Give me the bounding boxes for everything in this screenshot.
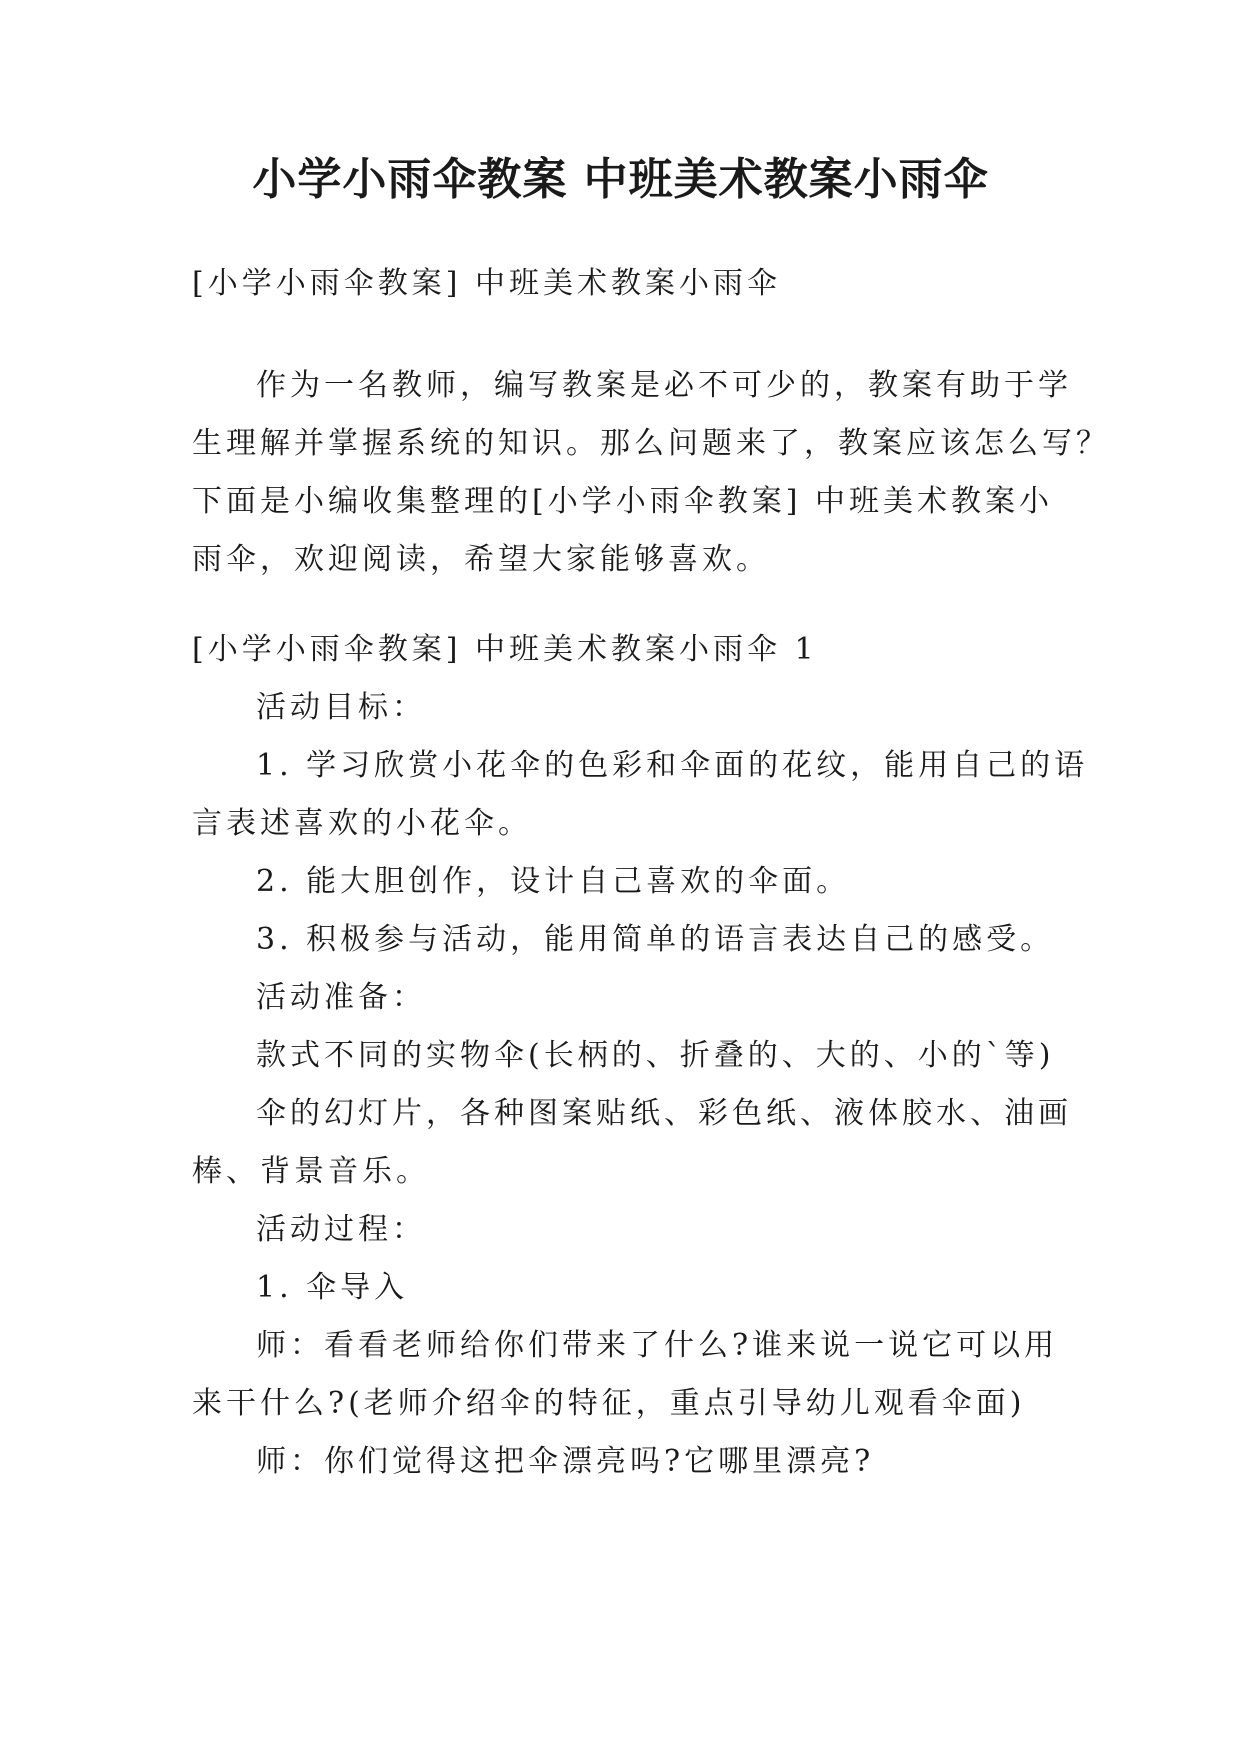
teacher-1-line-1: 师：看看老师给你们带来了什么?谁来说一说它可以用 (256, 1328, 1059, 1363)
goal-1-line-2: 言表述喜欢的小花伞。 (192, 806, 532, 841)
goal-2: 2. 能大胆创作，设计自己喜欢的伞面。 (256, 864, 851, 899)
intro-line-3: 下面是小编收集整理的[小学小雨伞教案] 中班美术教案小 (192, 484, 1053, 519)
goal-1-line-1: 1. 学习欣赏小花伞的色彩和伞面的花纹，能用自己的语 (256, 748, 1089, 783)
intro-line-4: 雨伞，欢迎阅读，希望大家能够喜欢。 (192, 542, 770, 577)
document-subtitle: [小学小雨伞教案] 中班美术教案小雨伞 (192, 266, 781, 301)
prep-2-line-2: 棒、背景音乐。 (192, 1154, 430, 1189)
teacher-1-line-2: 来干什么?(老师介绍伞的特征，重点引导幼儿观看伞面) (192, 1386, 1026, 1421)
section-heading: [小学小雨伞教案] 中班美术教案小雨伞 1 (192, 632, 818, 667)
process-heading: 活动过程： (256, 1212, 426, 1247)
intro-line-1: 作为一名教师，编写教案是必不可少的，教案有助于学 (256, 368, 1072, 403)
prep-heading: 活动准备： (256, 980, 426, 1015)
teacher-2: 师：你们觉得这把伞漂亮吗?它哪里漂亮? (256, 1444, 875, 1479)
prep-1: 款式不同的实物伞(长柄的、折叠的、大的、小的`等) (256, 1038, 1055, 1073)
document-title: 小学小雨伞教案 中班美术教案小雨伞 (252, 154, 989, 205)
step-1: 1. 伞导入 (256, 1270, 409, 1305)
prep-2-line-1: 伞的幻灯片，各种图案贴纸、彩色纸、液体胶水、油画 (256, 1096, 1072, 1131)
intro-line-2: 生理解并掌握系统的知识。那么问题来了，教案应该怎么写？ (192, 426, 1110, 461)
goals-heading: 活动目标： (256, 690, 426, 725)
goal-3: 3. 积极参与活动，能用简单的语言表达自己的感受。 (256, 922, 1055, 957)
